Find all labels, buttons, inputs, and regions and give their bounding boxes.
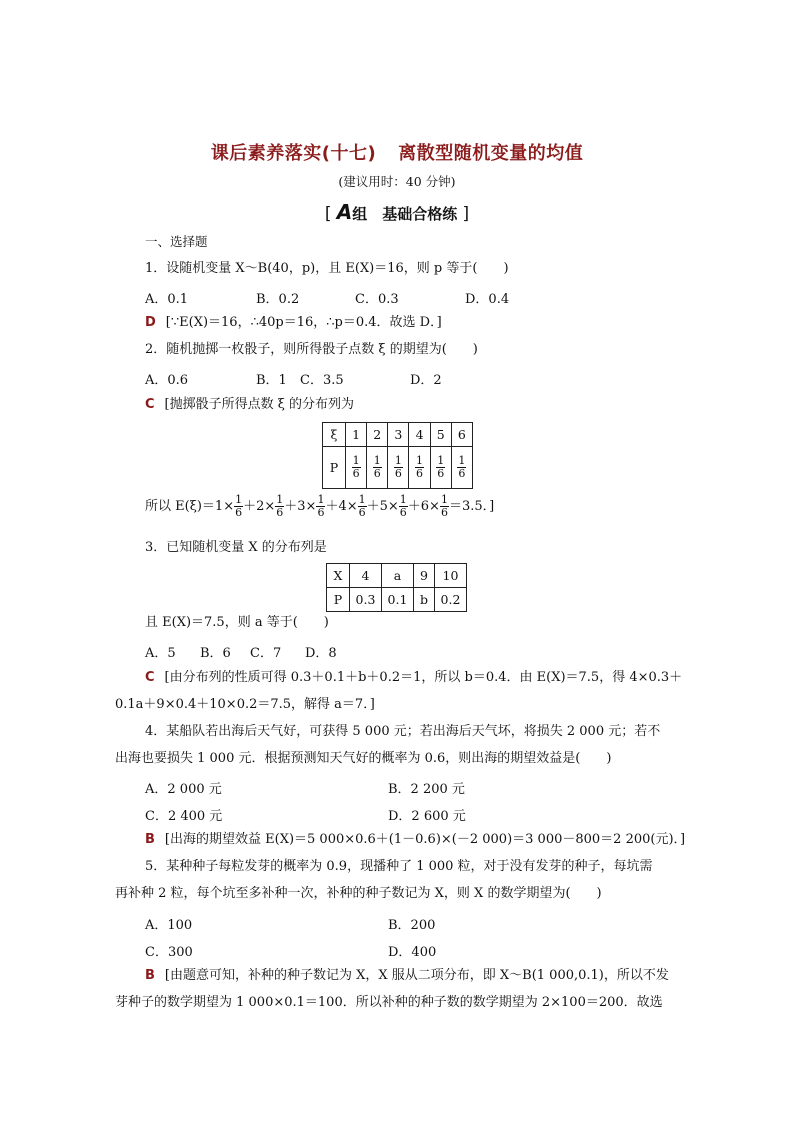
table-cell: a <box>382 564 414 588</box>
q3-option-b: B．6 <box>200 646 231 661</box>
q2-answer: C <box>145 397 155 412</box>
fraction <box>457 455 466 480</box>
table-cell: 9 <box>414 564 435 588</box>
table-cell <box>409 447 430 489</box>
q2-option-a: A．0.6 <box>145 373 189 388</box>
table-cell: 3 <box>388 423 409 447</box>
q5-explanation-1: [由题意可知，补种的种子数记为 X，X 服从二项分布，即 X～B(1 000,0.1)，所以不发 <box>164 968 669 983</box>
fraction-numerator: 1 <box>358 493 366 506</box>
fraction-denominator: 6 <box>440 506 448 519</box>
q4-option-b: B．2 200 元 <box>388 782 465 797</box>
fraction-denominator: 6 <box>399 506 407 519</box>
fraction <box>436 455 445 480</box>
fraction-numerator: 1 <box>317 493 325 506</box>
fraction <box>373 455 382 480</box>
q3-option-d: D．8 <box>305 646 337 661</box>
page-title <box>0 139 794 165</box>
table-cell: 10 <box>435 564 467 588</box>
q2-option-c: C．3.5 <box>300 373 344 388</box>
q2-term: ＋6× <box>407 499 440 514</box>
fraction-numerator: 1 <box>352 454 360 467</box>
fraction-denominator: 6 <box>358 506 366 519</box>
fraction-denominator: 6 <box>235 506 243 519</box>
group-letter: A <box>336 200 353 224</box>
q2-explanation: [抛掷骰子所得点数 ξ 的分布列为 <box>164 397 355 412</box>
q1-answer: D <box>145 315 156 330</box>
question-3-stem: 3．已知随机变量 X 的分布列是 <box>145 540 327 555</box>
table-cell <box>346 447 367 489</box>
fraction <box>415 455 424 480</box>
q3-option-a: A．5 <box>145 646 176 661</box>
fraction-numerator: 1 <box>235 493 243 506</box>
title-left: 课后素养落实(十七) <box>210 143 377 164</box>
group-bracket-close: ] <box>462 204 470 224</box>
table-row <box>323 447 473 489</box>
fraction <box>394 455 403 480</box>
table-cell: 6 <box>451 423 472 447</box>
q2-conclusion-prefix: 所以 E(ξ)＝1× <box>145 499 235 514</box>
fraction-denominator: 6 <box>416 467 424 480</box>
fraction <box>275 494 284 519</box>
q2-answer-line <box>145 397 354 413</box>
table-cell: 0.3 <box>350 588 382 612</box>
title-right: 离散型随机变量的均值 <box>398 143 584 164</box>
group-label: 组 基础合格练 <box>352 205 458 223</box>
q3-explanation-2: 0.1a＋9×0.4＋10×0.2＝7.5，解得 a＝7．] <box>115 697 375 712</box>
group-bracket-open: [ <box>324 204 332 224</box>
table-cell: 5 <box>430 423 451 447</box>
table-cell: 2 <box>367 423 388 447</box>
table-row <box>323 423 473 447</box>
fraction-denominator: 6 <box>352 467 360 480</box>
fraction-denominator: 6 <box>276 506 284 519</box>
q4-answer: B <box>145 832 155 847</box>
question-1-stem: 1．设随机变量 X～B(40，p)，且 E(X)＝16，则 p 等于( ) <box>145 261 509 276</box>
fraction-denominator: 6 <box>437 467 445 480</box>
q5-option-a: A．100 <box>145 918 193 933</box>
table-cell <box>367 447 388 489</box>
fraction <box>352 455 361 480</box>
fraction-denominator: 6 <box>317 506 325 519</box>
q5-answer-line <box>145 968 669 984</box>
q2-term: ＋4× <box>325 499 358 514</box>
q2-term: ＋3× <box>284 499 317 514</box>
fraction-numerator: 1 <box>394 454 402 467</box>
q5-option-b: B．200 <box>388 918 436 933</box>
section-heading: 一、选择题 <box>145 234 208 249</box>
table-cell: 4 <box>409 423 430 447</box>
q4-option-a: A．2 000 元 <box>145 782 222 797</box>
q1-answer-line <box>145 315 442 331</box>
q1-option-d: D．0.4 <box>465 292 510 307</box>
q4-option-c: C．2 400 元 <box>145 809 223 824</box>
q2-term: ＋5× <box>366 499 399 514</box>
q1-option-a: A．0.1 <box>145 292 189 307</box>
table-cell <box>388 447 409 489</box>
question-4-stem-1: 4．某船队若出海后天气好，可获得 5 000 元；若出海后天气坏，将损失 2 000 元；若不 <box>145 724 661 739</box>
fraction <box>234 494 243 519</box>
fraction-denominator: 6 <box>458 467 466 480</box>
q4-option-d: D．2 600 元 <box>388 809 466 824</box>
q3-answer: C <box>145 670 155 685</box>
q2-conclusion-suffix: ＝3.5．] <box>448 499 495 514</box>
table-cell: 4 <box>350 564 382 588</box>
fraction-numerator: 1 <box>276 493 284 506</box>
q2-option-b: B．1 <box>256 373 287 388</box>
table-cell: 0.2 <box>435 588 467 612</box>
q5-option-d: D．400 <box>388 945 437 960</box>
question-4-stem-2: 出海也要损失 1 000 元．根据预测知天气好的概率为 0.6，则出海的期望效益是( ) <box>115 751 612 766</box>
fraction <box>399 494 408 519</box>
fraction-denominator: 6 <box>394 467 402 480</box>
question-2-stem: 2．随机抛掷一枚骰子，则所得骰子点数 ξ 的期望为( ) <box>145 342 478 357</box>
fraction-numerator: 1 <box>458 454 466 467</box>
table-cell: P <box>327 588 350 612</box>
question-5-stem-2: 再补种 2 粒，每个坑至多补种一次，补种的种子数记为 X，则 X 的数学期望为( ) <box>115 886 602 901</box>
fraction <box>440 494 449 519</box>
q3-option-c: C．7 <box>250 646 282 661</box>
table-cell: b <box>414 588 435 612</box>
q2-option-d: D．2 <box>410 373 442 388</box>
q2-distribution-table <box>322 422 473 489</box>
q5-option-c: C．300 <box>145 945 193 960</box>
q1-option-b: B．0.2 <box>256 292 300 307</box>
table-row <box>327 564 467 588</box>
q4-explanation: [出海的期望效益 E(X)＝5 000×0.6＋(1－0.6)×(－2 000)＝3 000－800＝2 200(元)．] <box>164 832 686 847</box>
q5-explanation-2: 芽种子的数学期望为 1 000×0.1＝100．所以补种的种子数的数学期望为 2×100＝200．故选 <box>115 995 663 1010</box>
q2-term: ＋2× <box>243 499 276 514</box>
q3-distribution-table <box>326 563 467 612</box>
q1-option-c: C．0.3 <box>355 292 399 307</box>
q4-answer-line <box>145 832 685 848</box>
fraction-numerator: 1 <box>373 454 381 467</box>
table-cell: P <box>323 447 346 489</box>
fraction-numerator: 1 <box>399 493 407 506</box>
table-cell: ξ <box>323 423 346 447</box>
table-cell: 1 <box>346 423 367 447</box>
q5-answer: B <box>145 968 155 983</box>
suggested-time: (建议用时：40 分钟) <box>338 174 456 189</box>
fraction <box>358 494 367 519</box>
q1-explanation: [∵E(X)＝16，∴40p＝16，∴p＝0.4．故选 D．] <box>165 315 442 330</box>
table-row <box>327 588 467 612</box>
table-cell: 0.1 <box>382 588 414 612</box>
table-cell: X <box>327 564 350 588</box>
q2-conclusion <box>145 494 494 520</box>
fraction-numerator: 1 <box>416 454 424 467</box>
fraction-denominator: 6 <box>373 467 381 480</box>
table-cell <box>451 447 472 489</box>
group-heading <box>0 200 794 224</box>
fraction-numerator: 1 <box>440 493 448 506</box>
q3-answer-line <box>145 670 682 686</box>
q3-explanation-1: [由分布列的性质可得 0.3＋0.1＋b＋0.2＝1，所以 b＝0.4．由 E(X)＝7.5，得 4×0.3＋ <box>164 670 683 685</box>
q3-stem-condition: 且 E(X)＝7.5，则 a 等于( ) <box>145 615 329 630</box>
question-5-stem-1: 5．某种种子每粒发芽的概率为 0.9，现播种了 1 000 粒，对于没有发芽的种子，每坑需 <box>145 859 653 874</box>
table-cell <box>430 447 451 489</box>
fraction-numerator: 1 <box>437 454 445 467</box>
